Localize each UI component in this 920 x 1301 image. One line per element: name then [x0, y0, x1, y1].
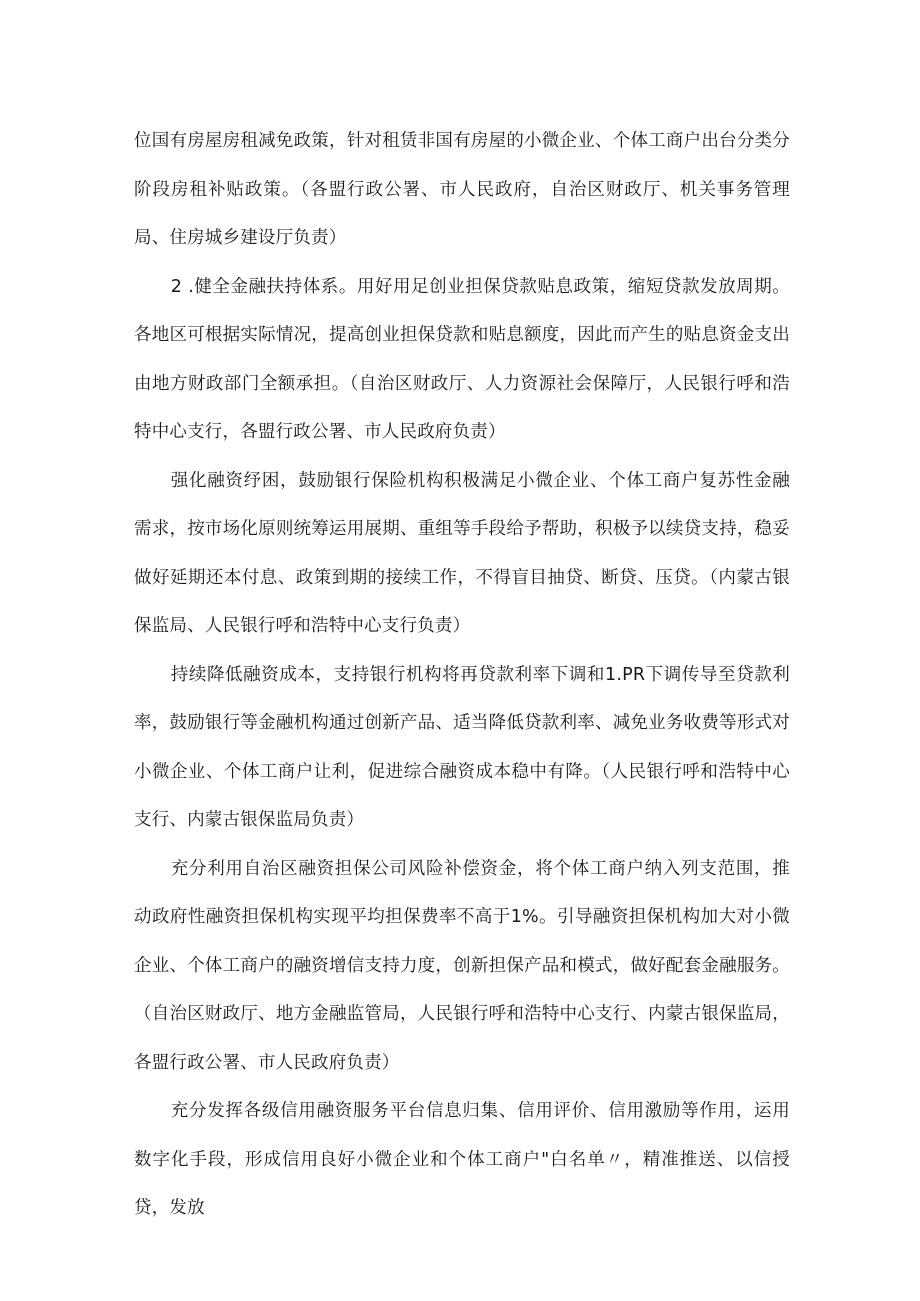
paragraph-rent-subsidy: 位国有房屋房租减免政策，针对租赁非国有房屋的小微企业、个体工商户出台分类分阶段房租补贴政策。（各盟行政公署、市人民政府，自治区财政厅、机关事务管理局、住房城乡建设厅负责） [134, 131, 790, 248]
paragraph-financing-cost: 持续降低融资成本，支持银行机构将再贷款利率下调和1.PR下调传导至贷款利率，鼓励银行等金融机构通过创新产品、适当降低贷款利率、减免业务收费等形式对小微企业、个体工商户让利，促进综合融资成本稳中有降。（人民银行呼和浩特中心支行、内蒙古银保监局负责） [134, 664, 790, 830]
document-body [134, 117, 790, 1233]
paragraph-credit-platform: 充分发挥各级信用融资服务平台信息归集、信用评价、信用激励等作用，运用数字化手段，形成信用良好小微企业和个体工商户"白名单〃，精准推送、以信授贷，发放 [134, 1101, 790, 1218]
paragraph-financial-support: 2 .健全金融扶持体系。用好用足创业担保贷款贴息政策，缩短贷款发放周期。各地区可根据实际情况，提高创业担保贷款和贴息额度，因此而产生的贴息资金支出由地方财政部门全额承担。（自治区财政厅、人力资源社会保障厅，人民银行呼和浩特中心支行，各盟行政公署、市人民政府负责） [134, 276, 790, 442]
paragraph-financing-relief: 强化融资纾困，鼓励银行保险机构积极满足小微企业、个体工商户复苏性金融需求，按市场化原则统筹运用展期、重组等手段给予帮助，积极予以续贷支持，稳妥做好延期还本付息、政策到期的接续工作，不得盲目抽贷、断贷、压贷。（内蒙古银保监局、人民银行呼和浩特中心支行负责） [134, 470, 790, 636]
paragraph-guarantee-fund: 充分利用自治区融资担保公司风险补偿资金，将个体工商户纳入列支范围，推动政府性融资担保机构实现平均担保费率不高于1%。引导融资担保机构加大对小微企业、个体工商户的融资增信支持力度，创新担保产品和模式，做好配套金融服务。（自治区财政厅、地方金融监管局，人民银行呼和浩特中心支行、内蒙古银保监局，各盟行政公署、市人民政府负责） [134, 858, 790, 1073]
